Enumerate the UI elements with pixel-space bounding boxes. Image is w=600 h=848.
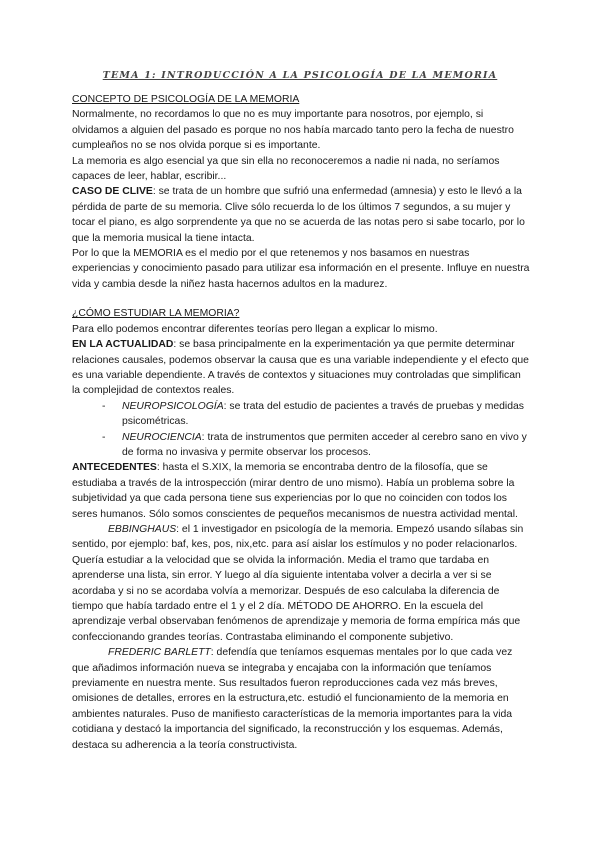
dash-bullet: - <box>102 400 106 412</box>
list-item-text: : se trata del estudio de pacientes a través de pruebas y medidas psicométricas. <box>122 400 524 428</box>
section-heading-como-estudiar: ¿CÓMO ESTUDIAR LA MEMORIA? <box>72 308 240 320</box>
antecedentes-text: : hasta el S.XIX, la memoria se encontraba dentro de la filosofía, que se estudiaba a través de la introspección (mirar dentro de uno mismo). Había un problema sobre la subjetividad ya que cada persona tiene sus experiencias por lo que no coinciden con todos los seres humanos. Sólo somos conscientes de pequeños mecanismos de nuestra actividad mental. <box>72 462 518 520</box>
list-item-text: : trata de instrumentos que permiten acceder al cerebro sano en vivo y de forma no invasiva y permite observar los procesos. <box>122 431 527 458</box>
caso-clive-text: : se trata de un hombre que sufrió una enfermedad (amnesia) y esto le llevó a la pérdida de parte de su memoria. Clive sólo recuerda lo de los últimos 7 segundos, a su mujer y tocar el piano, es algo sorprendente ya que no se acuerda de las notas pero si sabe tocarlo, por lo que la memoria musical la tiene intacta. <box>72 186 525 244</box>
list-item-term: NEUROPSICOLOGÍA <box>122 400 224 412</box>
paragraph-actualidad <box>72 337 530 399</box>
list-item <box>102 430 530 461</box>
methods-list <box>72 399 530 461</box>
section-heading-concepto: CONCEPTO DE PSICOLOGÍA DE LA MEMORIA <box>72 94 300 105</box>
paragraph: La memoria es algo esencial ya que sin ella no reconoceremos a nadie ni nada, no seríamos capaces de leer, hablar, escribir... <box>72 155 500 183</box>
barlett-term: FREDERIC BARLETT <box>108 647 211 659</box>
page-title: TEMA 1: INTRODUCCIÓN A LA PSICOLOGÍA DE LA MEMORIA <box>102 70 498 81</box>
paragraph-caso-clive <box>72 184 530 246</box>
caso-clive-label: CASO DE CLIVE <box>72 186 153 198</box>
barlett-text: : defendía que teníamos esquemas mentales por lo que cada vez que añadimos información nueva se integraba y encajaba con la información que teníamos previamente en nuestra mente. Sus resultados fueron reproducciones cada vez más breves, omisiones de detalles, errores en la estructura,etc. estudió el funcionamiento de la memoria en ambientes naturales. Puso de manifiesto características de la memoria importantes para la vida cotidiana y destacó la importancia del significado, la reconstrucción y los esquemas. Además, destaca su adherencia a la teoría constructivista. <box>72 647 513 751</box>
actualidad-label: EN LA ACTUALIDAD <box>72 339 174 351</box>
document-body <box>72 92 530 753</box>
spacer <box>72 292 530 306</box>
dash-bullet: - <box>102 431 106 443</box>
ebbinghaus-term: EBBINGHAUS <box>108 523 177 535</box>
paragraph-antecedentes <box>72 460 530 522</box>
antecedentes-label: ANTECEDENTES <box>72 462 157 474</box>
paragraph: Por lo que la MEMORIA es el medio por el que retenemos y nos basamos en nuestras experiencias y conocimiento pasado para utilizar esa información en el presente. Influye en nuestra vida y cambia desde la niñez hasta hacernos adultos en la madurez. <box>72 248 530 290</box>
list-item <box>102 399 530 430</box>
ebbinghaus-text: : el 1 investigador en psicología de la memoria. Empezó usando sílabas sin sentido, por ejemplo: baf, kes, pos, nix,etc. para así aislar los estímulos y no poder relacionarlos. Quería estudiar a la velocidad que se olvida la información. Media el tramo que tardaba en aprenderse una lista, sin error. Y luego al día siguiente intentaba volver a decirla a ver si se acordaba y si no se acordaba volvía a memorizar. Después de eso calculaba la diferencia de tiempo que había tardado entre el 1 y el 2 día. MÉTODO DE AHORRO. En la escuela del aprendizaje verbal observaban fenómenos de aprendizaje y memoria de forma empírica más que confeccionando grandes teorías. Contrastaba eliminando el componente subjetivo. <box>72 523 524 643</box>
paragraph: Para ello podemos encontrar diferentes teorías pero llegan a explicar lo mismo. <box>72 323 438 335</box>
actualidad-text: : se basa principalmente en la experimentación ya que permite determinar relaciones causales, podemos observar la causa que es una variable independiente y el efecto que es una variable dependiente. A través de contextos y situaciones muy controladas que simplifican la complejidad de contextos reales. <box>72 339 529 397</box>
paragraph-ebbinghaus <box>72 522 530 645</box>
paragraph: Normalmente, no recordamos lo que no es muy importante para nosotros, por ejemplo, si olvidamos a alguien del pasado es porque no nos había marcado tanto pero la fecha de nuestro cumpleaños no se nos olvida porque si es importante. <box>72 109 514 152</box>
list-item-term: NEUROCIENCIA <box>122 431 202 443</box>
paragraph-barlett <box>72 645 530 753</box>
